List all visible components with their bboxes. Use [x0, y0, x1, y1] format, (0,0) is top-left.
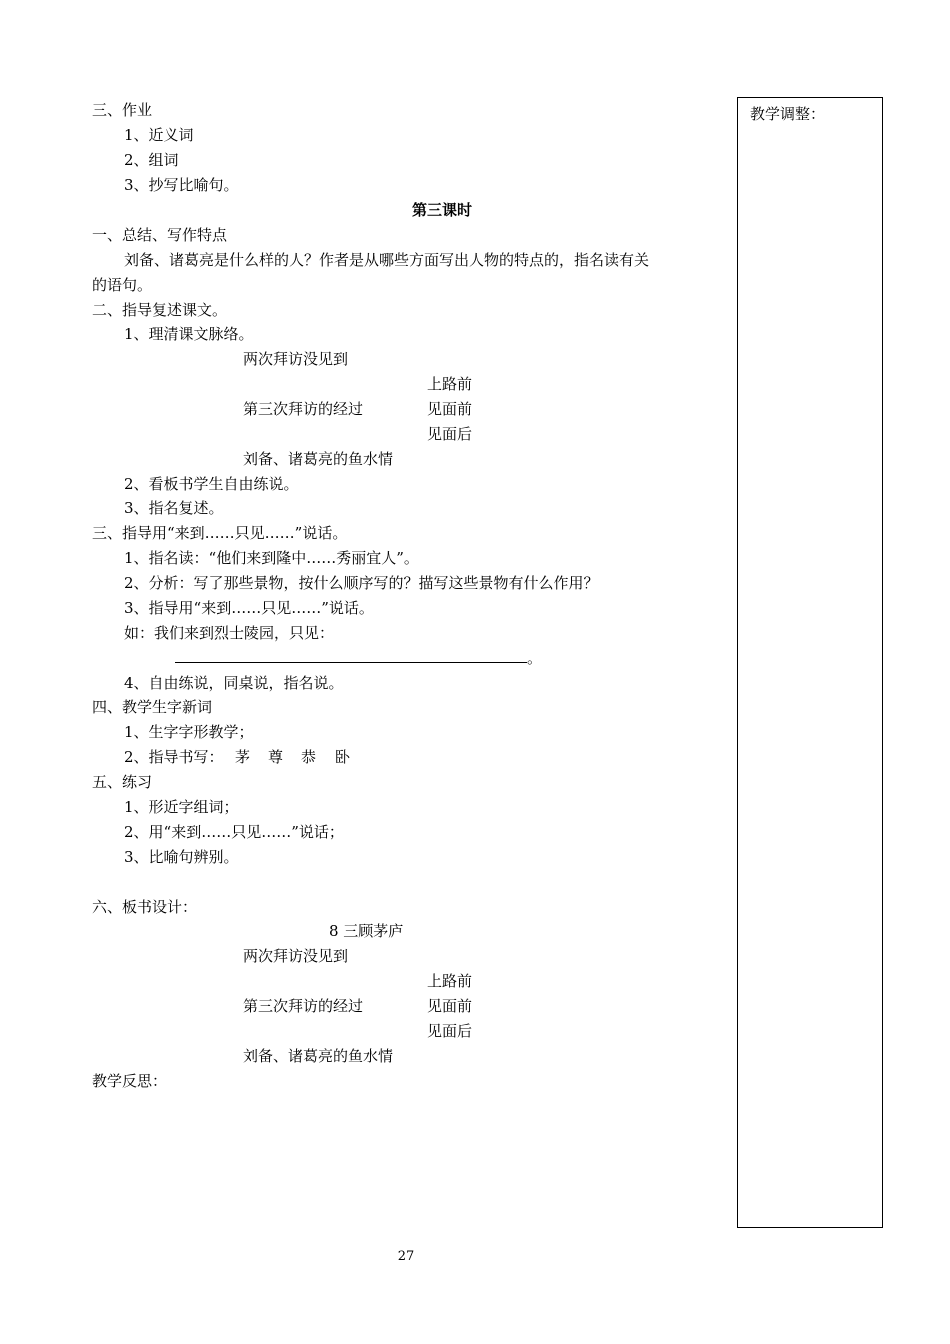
list-item: 2、用“来到……只见……”说话；	[124, 823, 344, 841]
list-item: 1、理清课文脉络。	[124, 325, 254, 343]
reflection-label: 教学反思：	[92, 1072, 168, 1090]
blank-end-mark: 。	[527, 649, 543, 667]
list-item: 1、生字字形教学；	[124, 723, 254, 741]
writing-char: 卧	[335, 748, 351, 766]
outline-before-meet: 见面前	[427, 400, 473, 418]
example-text: 如：我们来到烈士陵园，只见：	[124, 624, 335, 642]
list-item: 2、看板书学生自由练说。	[124, 475, 299, 493]
teaching-adjustment-box	[737, 97, 883, 1228]
board-title: 8 三顾茅庐	[329, 922, 404, 940]
list-item: 1、形近字组词；	[124, 798, 239, 816]
section-heading: 二、指导复述课文。	[92, 301, 228, 319]
list-item: 2、指导书写：	[124, 748, 224, 766]
homework-heading: 三、作业	[92, 101, 153, 119]
section-heading: 四、教学生字新词	[92, 698, 213, 716]
outline-after-meet: 见面后	[427, 1022, 473, 1040]
list-item: 3、比喻句辨别。	[124, 848, 239, 866]
list-item: 4、自由练说，同桌说，指名说。	[124, 674, 344, 692]
writing-char: 茅	[235, 748, 251, 766]
list-item: 1、指名读：“他们来到隆中……秀丽宜人”。	[124, 549, 419, 567]
list-item: 2、分析：写了那些景物，按什么顺序写的？描写这些景物有什么作用？	[124, 574, 599, 592]
outline-after-meet: 见面后	[427, 425, 473, 443]
homework-item: 1、近义词	[124, 126, 194, 144]
section-heading: 五、练习	[92, 773, 153, 791]
outline-before-road: 上路前	[427, 375, 473, 393]
paragraph-line: 刘备、诸葛亮是什么样的人？作者是从哪些方面写出人物的特点的，指名读有关	[124, 251, 650, 269]
section-heading: 一、总结、写作特点	[92, 226, 228, 244]
list-item: 3、指导用“来到……只见……”说话。	[124, 599, 374, 617]
page-number: 27	[397, 1249, 415, 1264]
homework-item: 2、组词	[124, 151, 179, 169]
section-heading: 六、板书设计：	[92, 898, 198, 916]
outline-visit12: 两次拜访没见到	[243, 947, 349, 965]
list-item: 3、指名复述。	[124, 499, 224, 517]
section-heading: 三、指导用“来到……只见……”说话。	[92, 524, 348, 542]
outline-before-road: 上路前	[427, 972, 473, 990]
writing-char: 恭	[301, 748, 317, 766]
outline-friendship: 刘备、诸葛亮的鱼水情	[243, 450, 394, 468]
paragraph-line: 的语句。	[92, 276, 153, 294]
outline-friendship: 刘备、诸葛亮的鱼水情	[243, 1047, 394, 1065]
outline-visit3: 第三次拜访的经过	[243, 400, 364, 418]
lesson-title: 第三课时	[412, 201, 473, 219]
outline-before-meet: 见面前	[427, 997, 473, 1015]
outline-visit12: 两次拜访没见到	[243, 350, 349, 368]
homework-item: 3、抄写比喻句。	[124, 176, 239, 194]
outline-visit3: 第三次拜访的经过	[243, 997, 364, 1015]
teaching-adjustment-label: 教学调整：	[750, 105, 826, 123]
writing-char: 尊	[268, 748, 284, 766]
fill-in-blank-line	[175, 662, 527, 663]
